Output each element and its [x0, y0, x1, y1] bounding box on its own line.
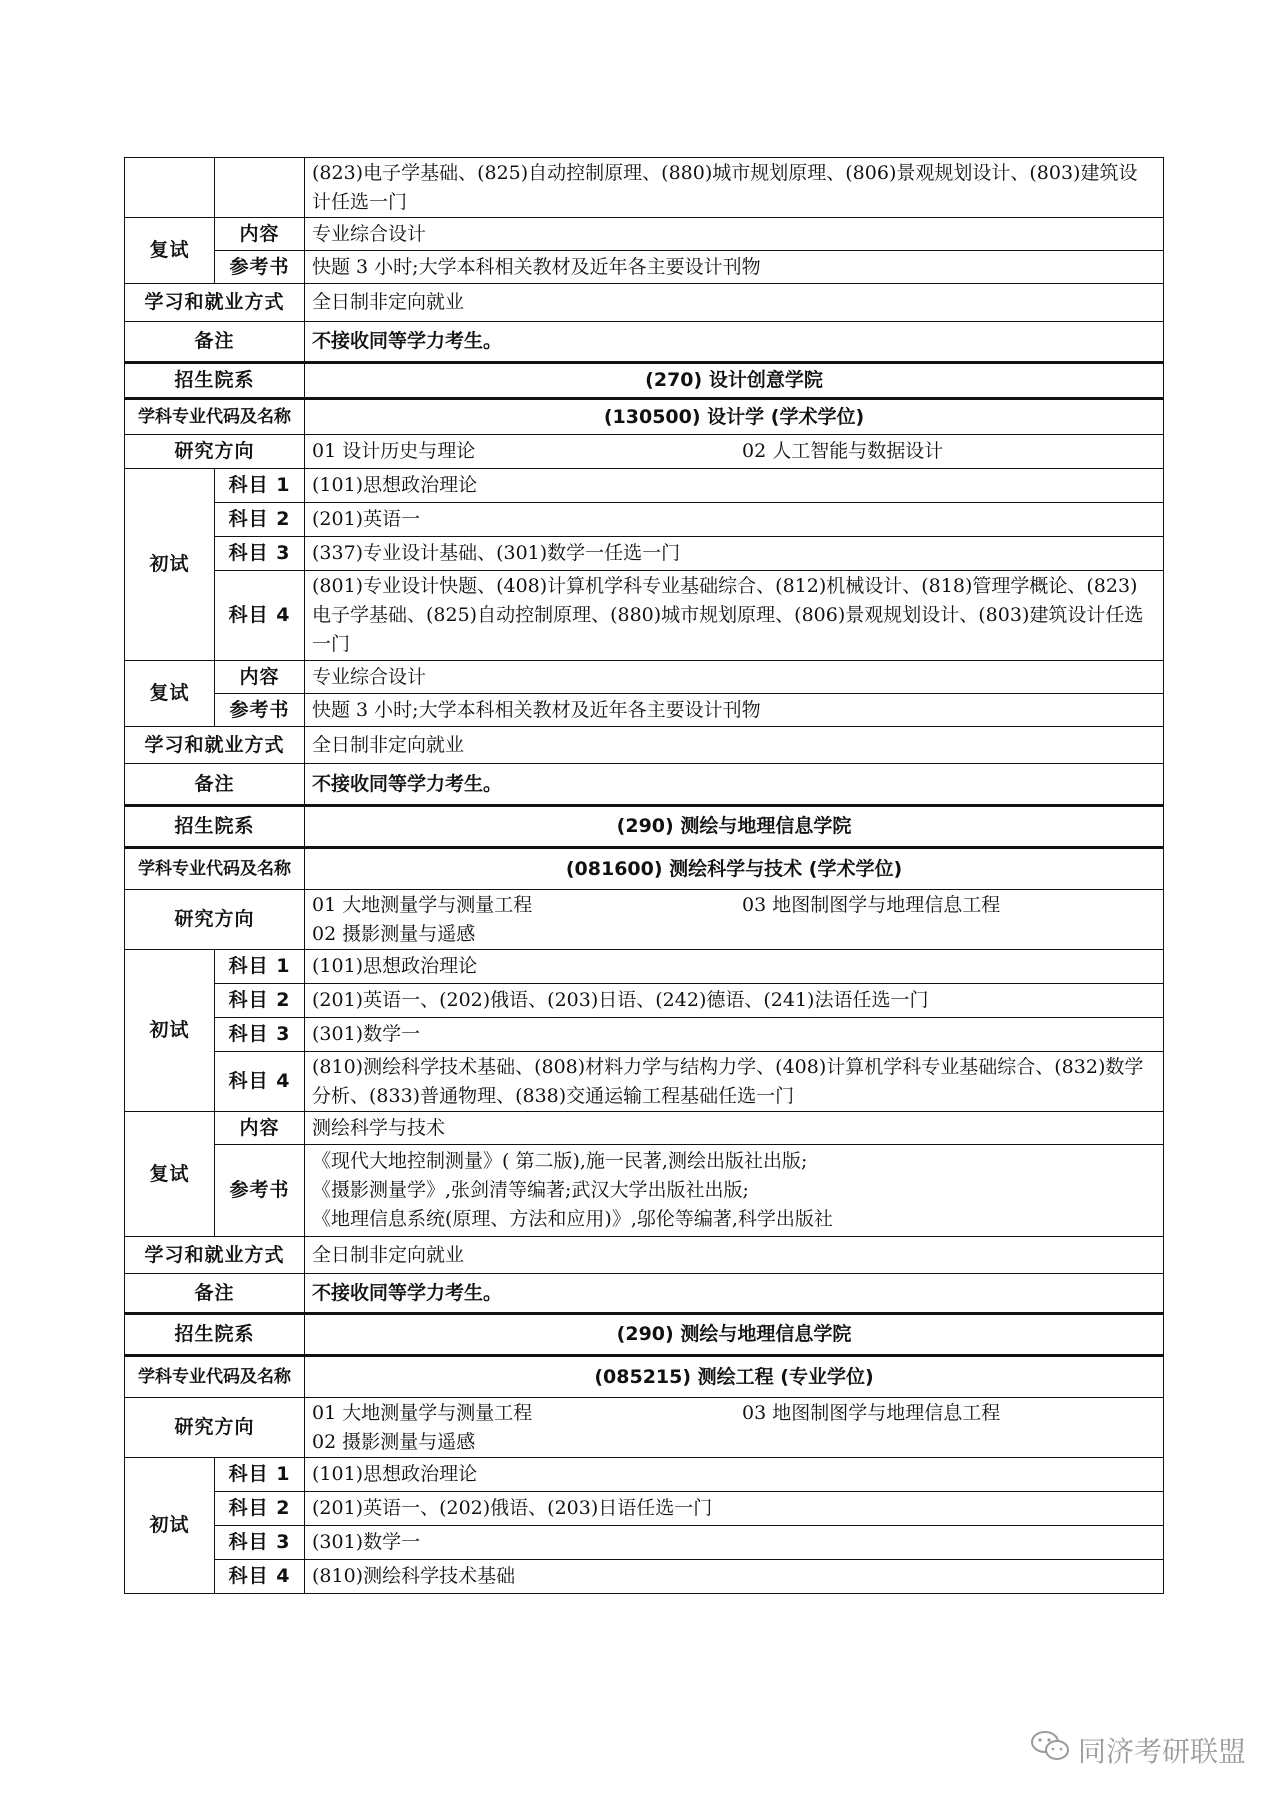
subject-label: 科目 4 — [215, 1560, 305, 1594]
exam-label: 初试 — [125, 469, 215, 661]
major-value: (081600) 测绘科学与技术 (学术学位) — [305, 848, 1164, 890]
wechat-icon — [1030, 1729, 1070, 1770]
subject-value: (201)英语一、(202)俄语、(203)日语、(242)德语、(241)法语任选一门 — [305, 984, 1164, 1018]
direction-label: 研究方向 — [125, 890, 305, 950]
study-label: 学习和就业方式 — [125, 284, 305, 322]
direction-label: 研究方向 — [125, 435, 305, 469]
watermark-text: 同济考研联盟 — [1077, 1734, 1246, 1768]
ref-item: 《摄影测量学》,张剑清等编著;武汉大学出版社出版; — [312, 1179, 749, 1201]
content-label: 内容 — [215, 218, 305, 251]
school-label: 招生院系 — [125, 1314, 305, 1356]
retest-label: 复试 — [125, 661, 215, 727]
ref-item: 《地理信息系统(原理、方法和应用)》,邬伦等编著,科学出版社 — [312, 1208, 833, 1230]
direction-item: 03 地图制图学与地理信息工程 — [742, 1401, 1001, 1424]
ref-label: 参考书 — [215, 694, 305, 727]
subject-label: 科目 4 — [215, 571, 305, 661]
direction-item: 03 地图制图学与地理信息工程 — [742, 893, 1001, 916]
major-label: 学科专业代码及名称 — [125, 399, 305, 435]
school-value: (290) 测绘与地理信息学院 — [305, 806, 1164, 848]
note-label: 备注 — [125, 764, 305, 806]
direction-item: 01 大地测量学与测量工程 — [312, 1401, 533, 1424]
retest-label: 复试 — [125, 1112, 215, 1237]
study-value: 全日制非定向就业 — [305, 727, 1164, 764]
school-label: 招生院系 — [125, 363, 305, 399]
major-value: (085215) 测绘工程 (专业学位) — [305, 1356, 1164, 1398]
retest-label: 复试 — [125, 218, 215, 284]
note-value: 不接收同等学力考生。 — [305, 322, 1164, 363]
subject-label: 科目 1 — [215, 1458, 305, 1492]
study-value: 全日制非定向就业 — [305, 284, 1164, 322]
subject-value: (810)测绘科学技术基础、(808)材料力学与结构力学、(408)计算机学科专业基础综合、(832)数学分析、(833)普通物理、(838)交通运输工程基础任选一门 — [305, 1052, 1164, 1112]
note-value: 不接收同等学力考生。 — [305, 1274, 1164, 1314]
ref-label: 参考书 — [215, 1145, 305, 1237]
direction-list — [305, 435, 1164, 469]
content-label: 内容 — [215, 1112, 305, 1145]
ref-value: 快题 3 小时;大学本科相关教材及近年各主要设计刊物 — [305, 694, 1164, 727]
direction-item: 02 摄影测量与遥感 — [312, 922, 476, 945]
exam-label: 初试 — [125, 1458, 215, 1594]
direction-item: 01 设计历史与理论 — [312, 440, 476, 462]
study-label: 学习和就业方式 — [125, 1237, 305, 1274]
subject-label: 科目 3 — [215, 537, 305, 571]
content-value: 专业综合设计 — [305, 661, 1164, 694]
content-label: 内容 — [215, 661, 305, 694]
subject-value: (801)专业设计快题、(408)计算机学科专业基础综合、(812)机械设计、(818)管理学概论、(823)电子学基础、(825)自动控制原理、(880)城市规划原理、(806)景观规划设计、(803)建筑设计任选一门 — [305, 571, 1164, 661]
subject-label: 科目 4 — [215, 1052, 305, 1112]
direction-item: 02 摄影测量与遥感 — [312, 1430, 476, 1453]
school-value: (270) 设计创意学院 — [305, 363, 1164, 399]
subject-label: 科目 1 — [215, 950, 305, 984]
subject-label: 科目 2 — [215, 984, 305, 1018]
subject-value: (201)英语一 — [305, 503, 1164, 537]
subject-value: (337)专业设计基础、(301)数学一任选一门 — [305, 537, 1164, 571]
subject4-tail: (823)电子学基础、(825)自动控制原理、(880)城市规划原理、(806)景观规划设计、(803)建筑设计任选一门 — [305, 158, 1164, 218]
subject-label: 科目 2 — [215, 503, 305, 537]
subject-value: (101)思想政治理论 — [305, 950, 1164, 984]
direction-label: 研究方向 — [125, 1398, 305, 1458]
admission-table — [124, 157, 1164, 1594]
subject-value: (201)英语一、(202)俄语、(203)日语任选一门 — [305, 1492, 1164, 1526]
subject-value: (301)数学一 — [305, 1018, 1164, 1052]
subject-value: (810)测绘科学技术基础 — [305, 1560, 1164, 1594]
ref-label: 参考书 — [215, 251, 305, 284]
study-label: 学习和就业方式 — [125, 727, 305, 764]
major-value: (130500) 设计学 (学术学位) — [305, 399, 1164, 435]
subject-value: (101)思想政治理论 — [305, 1458, 1164, 1492]
note-label: 备注 — [125, 1274, 305, 1314]
ref-list — [305, 1145, 1164, 1237]
exam-label: 初试 — [125, 950, 215, 1112]
content-value: 测绘科学与技术 — [305, 1112, 1164, 1145]
content-value: 专业综合设计 — [305, 218, 1164, 251]
direction-item: 01 大地测量学与测量工程 — [312, 893, 533, 916]
note-value: 不接收同等学力考生。 — [305, 764, 1164, 806]
watermark — [1030, 1729, 1246, 1770]
subject-label: 科目 3 — [215, 1526, 305, 1560]
major-label: 学科专业代码及名称 — [125, 1356, 305, 1398]
subject-value: (301)数学一 — [305, 1526, 1164, 1560]
subject-value: (101)思想政治理论 — [305, 469, 1164, 503]
school-value: (290) 测绘与地理信息学院 — [305, 1314, 1164, 1356]
study-value: 全日制非定向就业 — [305, 1237, 1164, 1274]
blank-cell — [215, 158, 305, 218]
direction-item: 02 人工智能与数据设计 — [742, 440, 944, 462]
ref-value: 快题 3 小时;大学本科相关教材及近年各主要设计刊物 — [305, 251, 1164, 284]
school-label: 招生院系 — [125, 806, 305, 848]
major-label: 学科专业代码及名称 — [125, 848, 305, 890]
note-label: 备注 — [125, 322, 305, 363]
blank-cell — [125, 158, 215, 218]
direction-list — [305, 890, 1164, 950]
subject-label: 科目 1 — [215, 469, 305, 503]
ref-item: 《现代大地控制测量》( 第二版),施一民著,测绘出版社出版; — [312, 1150, 808, 1172]
subject-label: 科目 2 — [215, 1492, 305, 1526]
subject-label: 科目 3 — [215, 1018, 305, 1052]
direction-list — [305, 1398, 1164, 1458]
